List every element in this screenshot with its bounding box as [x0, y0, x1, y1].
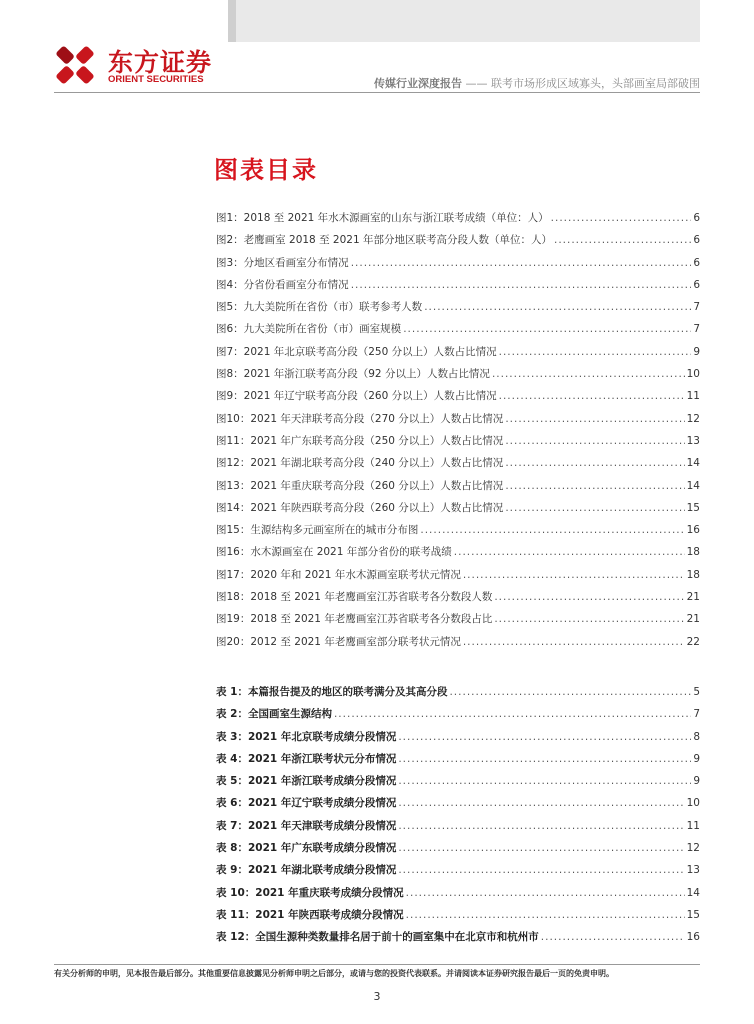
table-entry-page: 9 [693, 775, 700, 788]
table-entry-page: 9 [693, 752, 700, 765]
figure-entry-page: 9 [693, 345, 700, 358]
dot-leader [398, 797, 684, 809]
page-number: 3 [373, 990, 381, 1003]
table-entry-page: 7 [693, 708, 700, 721]
figure-entry[interactable] [216, 455, 700, 477]
figure-entry-label: 图18：2018 至 2021 年老鹰画室江苏省联考各分数段人数 [216, 591, 493, 604]
figure-entry-label: 图8：2021 年浙江联考高分段（92 分以上）人数占比情况 [216, 368, 490, 381]
dot-leader [398, 753, 691, 765]
table-entry[interactable] [216, 684, 700, 706]
figure-entry-label: 图13：2021 年重庆联考高分段（260 分以上）人数占比情况 [216, 479, 504, 492]
table-entry-page: 13 [686, 864, 700, 877]
figure-entry[interactable] [216, 232, 700, 254]
top-decor-bar-accent [228, 0, 236, 42]
table-entry-label: 表 5：2021 年浙江联考成绩分段情况 [216, 775, 397, 788]
table-entry-page: 11 [686, 819, 700, 832]
dot-leader [505, 435, 684, 447]
dot-leader [554, 234, 691, 246]
table-entry-page: 14 [686, 886, 700, 899]
table-entry-label: 表 8：2021 年广东联考成绩分段情况 [216, 842, 397, 855]
figure-entry[interactable] [216, 433, 700, 455]
dot-leader [505, 480, 684, 492]
header-divider [54, 92, 700, 93]
figure-entry-label: 图2：老鹰画室 2018 至 2021 年部分地区联考高分段人数（单位：人） [216, 234, 552, 247]
dot-leader [424, 301, 691, 313]
figure-entry-page: 14 [686, 479, 700, 492]
dot-leader [494, 613, 684, 625]
table-entry-page: 5 [693, 686, 700, 698]
dot-leader [406, 909, 685, 921]
figure-entry-page: 14 [686, 457, 700, 470]
header-separator: —— [462, 77, 491, 90]
table-entry-label: 表 3：2021 年北京联考成绩分段情况 [216, 730, 397, 743]
dot-leader [420, 524, 684, 536]
figure-entry-label: 图9：2021 年辽宁联考高分段（260 分以上）人数占比情况 [216, 390, 497, 403]
table-entry-label: 表 7：2021 年天津联考成绩分段情况 [216, 819, 397, 832]
figure-entry[interactable] [216, 388, 700, 410]
figure-entry[interactable] [216, 255, 700, 277]
figure-entry[interactable] [216, 411, 700, 433]
dot-leader [454, 546, 685, 558]
figure-entry-page: 13 [686, 434, 700, 447]
figure-entry[interactable] [216, 500, 700, 522]
dot-leader [492, 368, 685, 380]
table-entry-page: 16 [686, 931, 700, 944]
figure-entry-page: 16 [686, 524, 700, 537]
table-entry[interactable] [216, 862, 700, 884]
dot-leader [463, 569, 685, 581]
page-title: 图表目录 [214, 156, 318, 184]
report-header [374, 75, 700, 91]
figure-entry-page: 6 [693, 234, 700, 247]
table-list [216, 684, 700, 952]
figure-entry-page: 6 [693, 256, 700, 269]
logo-name-cn: 东方证券 [108, 48, 213, 77]
dot-leader [505, 413, 684, 425]
table-entry-label: 表 2：全国画室生源结构 [216, 708, 332, 721]
figure-entry[interactable] [216, 366, 700, 388]
dot-leader [406, 887, 685, 899]
figure-entry-label: 图5：九大美院所在省份（市）联考参考人数 [216, 301, 423, 314]
figure-entry-label: 图11：2021 年广东联考高分段（250 分以上）人数占比情况 [216, 434, 504, 447]
dot-leader [403, 323, 691, 335]
figure-entry[interactable] [216, 567, 700, 589]
figure-entry[interactable] [216, 544, 700, 566]
orient-securities-logo [50, 40, 220, 90]
figure-entry[interactable] [216, 344, 700, 366]
figure-entry[interactable] [216, 522, 700, 544]
table-entry-label: 表 10：2021 年重庆联考成绩分段情况 [216, 886, 404, 899]
dot-leader [541, 931, 685, 943]
table-entry[interactable] [216, 885, 700, 907]
figure-entry-label: 图4：分省份看画室分布情况 [216, 278, 349, 291]
table-entry[interactable] [216, 729, 700, 751]
table-entry[interactable] [216, 751, 700, 773]
figure-entry-label: 图17：2020 年和 2021 年水木源画室联考状元情况 [216, 568, 461, 581]
figure-entry-page: 15 [686, 501, 700, 514]
figure-entry-label: 图14：2021 年陕西联考高分段（260 分以上）人数占比情况 [216, 501, 504, 514]
figure-entry[interactable] [216, 299, 700, 321]
footer-disclaimer: 有关分析师的申明，见本报告最后部分。其他重要信息披露见分析师申明之后部分，或请与您的投资代表联系。并请阅读本证券研究报告最后一页的免责申明。 [54, 969, 614, 978]
dot-leader [449, 686, 691, 698]
figure-entry-page: 21 [686, 591, 700, 604]
dot-leader [505, 457, 684, 469]
figure-entry-label: 图20：2012 至 2021 年老鹰画室部分联考状元情况 [216, 635, 461, 648]
figure-entry-label: 图7：2021 年北京联考高分段（250 分以上）人数占比情况 [216, 345, 497, 358]
figure-entry-page: 22 [686, 635, 700, 648]
table-entry-page: 15 [686, 908, 700, 921]
dot-leader [398, 842, 684, 854]
dot-leader [505, 502, 684, 514]
dot-leader [499, 390, 685, 402]
dot-leader [351, 257, 692, 269]
dot-leader [398, 864, 684, 876]
table-entry-page: 12 [686, 842, 700, 855]
table-entry-label: 表 4：2021 年浙江联考状元分布情况 [216, 752, 397, 765]
table-entry-page: 10 [686, 797, 700, 810]
figure-entry-label: 图10：2021 年天津联考高分段（270 分以上）人数占比情况 [216, 412, 504, 425]
figure-entry[interactable] [216, 611, 700, 633]
figure-entry-page: 6 [693, 278, 700, 291]
figure-entry-page: 18 [686, 546, 700, 559]
figure-entry[interactable] [216, 634, 700, 656]
footer-divider [54, 964, 700, 965]
dot-leader [398, 731, 691, 743]
orient-logo-mark-icon [50, 40, 100, 90]
table-entry[interactable] [216, 929, 700, 951]
figure-entry-page: 11 [686, 390, 700, 403]
figure-entry[interactable] [216, 589, 700, 611]
table-entry[interactable] [216, 706, 700, 728]
figure-entry-label: 图6：九大美院所在省份（市）画室规模 [216, 323, 402, 336]
dot-leader [551, 212, 692, 224]
table-entry[interactable] [216, 818, 700, 840]
table-entry-page: 8 [693, 730, 700, 743]
figure-entry-label: 图1：2018 至 2021 年水木源画室的山东与浙江联考成绩（单位：人） [216, 212, 549, 224]
table-entry-label: 表 11：2021 年陕西联考成绩分段情况 [216, 908, 404, 921]
dot-leader [398, 775, 691, 787]
dot-leader [463, 636, 685, 648]
top-decor-bar [228, 0, 700, 42]
table-entry-label: 表 9：2021 年湖北联考成绩分段情况 [216, 864, 397, 877]
table-entry-label: 表 12：全国生源种类数量排名居于前十的画室集中在北京市和杭州市 [216, 931, 539, 944]
table-entry[interactable] [216, 795, 700, 817]
figure-entry-label: 图3：分地区看画室分布情况 [216, 256, 349, 269]
table-entry[interactable] [216, 773, 700, 795]
logo-name-en: ORIENT SECURITIES [108, 74, 204, 85]
figure-entry[interactable] [216, 210, 700, 232]
report-category: 传媒行业深度报告 [374, 77, 462, 90]
report-subtitle: 联考市场形成区域寡头，头部画室局部破围 [491, 77, 700, 90]
figure-entry-page: 7 [693, 323, 700, 336]
figure-entry-page: 10 [686, 368, 700, 381]
figure-entry-label: 图19：2018 至 2021 年老鹰画室江苏省联考各分数段占比 [216, 613, 493, 626]
figure-list [216, 210, 700, 656]
figure-entry-page: 6 [693, 212, 700, 224]
dot-leader [334, 708, 691, 720]
figure-entry-page: 12 [686, 412, 700, 425]
figure-entry-label: 图12：2021 年湖北联考高分段（240 分以上）人数占比情况 [216, 457, 504, 470]
figure-entry[interactable] [216, 321, 700, 343]
figure-entry-page: 18 [686, 568, 700, 581]
dot-leader [398, 820, 684, 832]
figure-entry-page: 21 [686, 613, 700, 626]
table-entry[interactable] [216, 907, 700, 929]
figure-entry-label: 图15：生源结构多元画室所在的城市分布图 [216, 524, 419, 537]
figure-entry-label: 图16：水木源画室在 2021 年部分省份的联考战绩 [216, 546, 452, 559]
dot-leader [499, 346, 692, 358]
figure-entry[interactable] [216, 277, 700, 299]
figure-entry[interactable] [216, 478, 700, 500]
dot-leader [494, 591, 684, 603]
dot-leader [351, 279, 692, 291]
figure-entry-page: 7 [693, 301, 700, 314]
table-entry[interactable] [216, 840, 700, 862]
table-entry-label: 表 1：本篇报告提及的地区的联考满分及其高分段 [216, 686, 448, 698]
table-entry-label: 表 6：2021 年辽宁联考成绩分段情况 [216, 797, 397, 810]
